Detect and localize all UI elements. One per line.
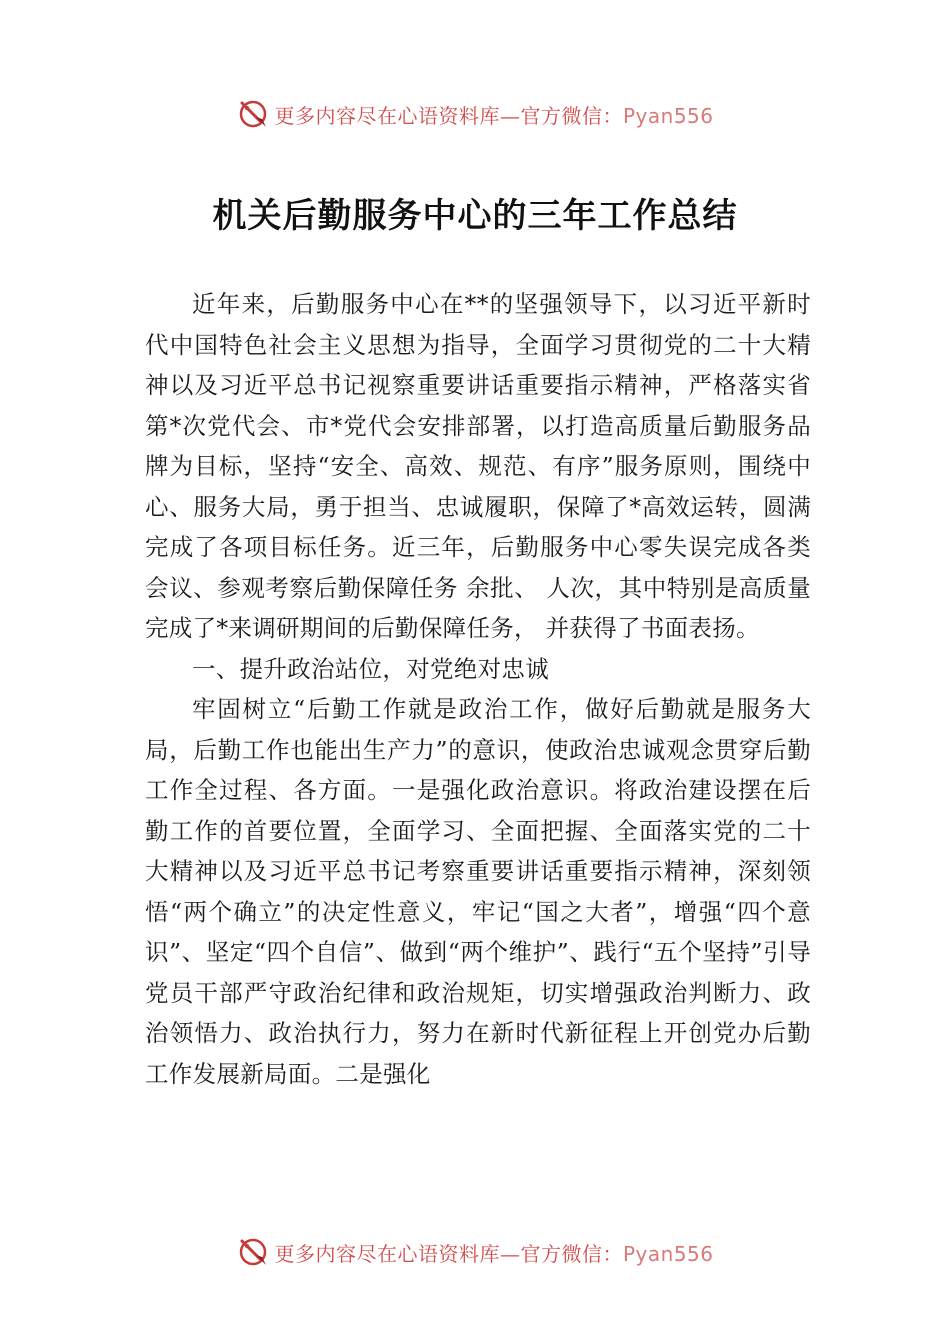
section-heading-1: 一、提升政治站位，对党绝对忠诚 bbox=[192, 654, 549, 683]
document-title: 机关后勤服务中心的三年工作总结 bbox=[212, 196, 738, 236]
document-body bbox=[145, 284, 811, 1094]
watermark-banner-top bbox=[0, 94, 950, 134]
watermark-wechat-id: Pyan556 bbox=[622, 1241, 714, 1266]
watermark-text: 更多内容尽在心语资料库—官方微信：Pyan556 bbox=[274, 103, 714, 128]
red-pen-nib-circle-icon bbox=[236, 1235, 270, 1269]
paragraph-intro: 近年来，后勤服务中心在**的坚强领导下，以习近平新时代中国特色社会主义思想为指导，全面学习贯彻党的二十大精神以及习近平总书记视察重要讲话重要指示精神，严格落实省第*次党代会、市*党代会安排部署，以打造高质量后勤服务品牌为目标，坚持“安全、高效、规范、有序”服务原则，围绕中心、服务大局，勇于担当、忠诚履职，保障了*高效运转，圆满完成了各项目标任务。近三年，后勤服务中心零失误完成各类会议、参观考察后勤保障任务 余批、 人次，其中特别是高质量完成了*来调研期间的后勤保障任务， 并获得了书面表扬。 bbox=[145, 290, 811, 642]
watermark-text: 更多内容尽在心语资料库—官方微信：Pyan556 bbox=[274, 1241, 714, 1266]
watermark-banner-bottom bbox=[0, 1232, 950, 1272]
paragraph-section-1: 牢固树立“后勤工作就是政治工作，做好后勤就是服务大局，后勤工作也能出生产力”的意识，使政治忠诚观念贯穿后勤工作全过程、各方面。一是强化政治意识。将政治建设摆在后勤工作的首要位置，全面学习、全面把握、全面落实党的二十大精神以及习近平总书记考察重要讲话重要指示精神，深刻领悟“两个确立”的决定性意义，牢记“国之大者”，增强“四个意识”、坚定“四个自信”、做到“两个维护”、践行“五个坚持”引导党员干部严守政治纪律和政治规矩，切实增强政治判断力、政治领悟力、政治执行力，努力在新时代新征程上开创党办后勤工作发展新局面。二是强化 bbox=[145, 695, 811, 1088]
watermark-wechat-id: Pyan556 bbox=[622, 103, 714, 128]
red-pen-nib-circle-icon bbox=[236, 97, 270, 131]
